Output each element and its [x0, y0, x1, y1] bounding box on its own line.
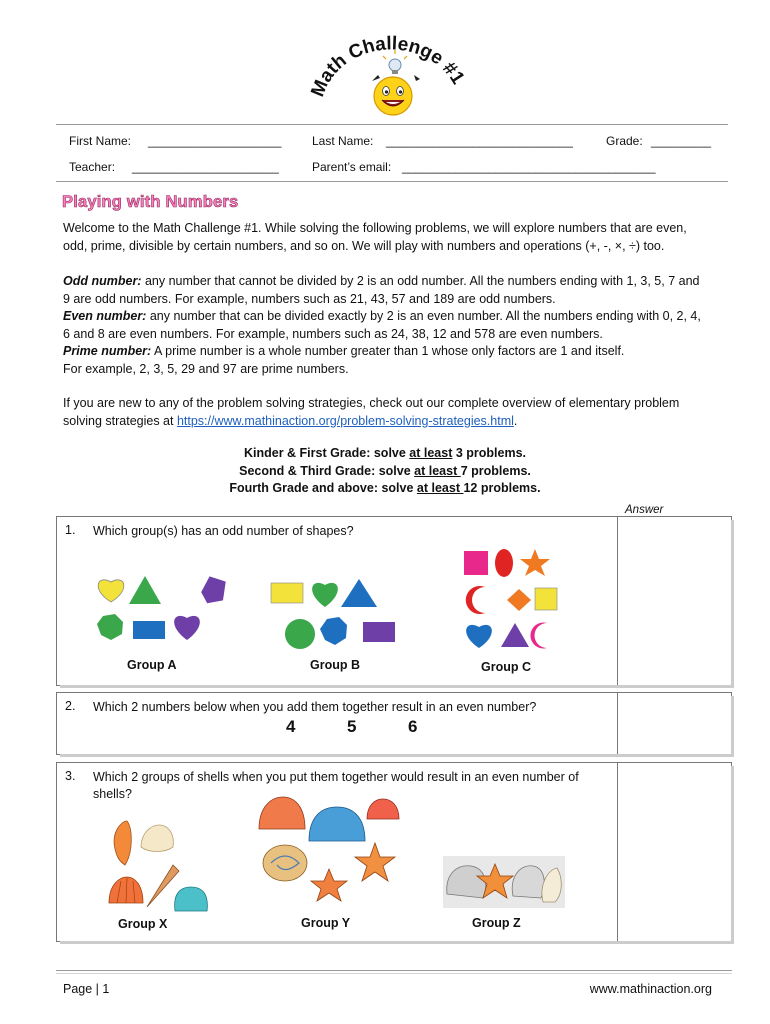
teacher-field[interactable]: ______________________	[132, 160, 279, 174]
orange-conch-shell	[114, 821, 131, 865]
odd-definition	[63, 273, 723, 291]
answer-column-label: Answer	[625, 504, 664, 516]
red-crescent	[466, 586, 485, 614]
intro-paragraph	[63, 220, 723, 255]
green-circle	[285, 619, 315, 649]
even-text-2: 6 and 8 are even numbers. For example, numbers such as 24, 38, 12 and 578 are even numbers.	[63, 326, 603, 341]
group-y-label: Group Y	[301, 916, 351, 930]
parent-email-field[interactable]: ______________________________________	[402, 160, 656, 174]
group-a-shapes	[95, 572, 230, 652]
purple-heart	[174, 616, 200, 640]
question-1-text: Which group(s) has an odd number of shapes?	[93, 524, 354, 538]
strategies-paragraph	[63, 395, 723, 430]
question-3-answer-box[interactable]	[617, 763, 731, 941]
footer-divider	[56, 970, 732, 971]
question-1-answer-box[interactable]	[617, 517, 731, 685]
strategies-line-1: If you are new to any of the problem solving strategies, check out our complete overview of elementary problem	[63, 396, 680, 410]
blue-scallop-shell	[309, 807, 365, 841]
group-z-shells	[443, 856, 565, 908]
question-3-text: Which 2 groups of shells when you put them together would result in an even number of shells?	[93, 770, 579, 801]
prime-term: Prime number:	[63, 344, 152, 358]
purple-pentagon	[199, 574, 229, 604]
purple-rectangle	[363, 622, 395, 642]
last-name-field[interactable]: ____________________________	[386, 134, 573, 148]
even-definition	[63, 308, 723, 326]
parent-email-label: Parent’s email:	[312, 160, 392, 174]
grade-line-4up: Fourth Grade and above: solve at least 12 problems.	[229, 481, 541, 495]
odd-text-2: 9 are odd numbers. For example, numbers such as 21, 43, 57 and 189 are odd numbers.	[63, 291, 556, 306]
definitions	[63, 273, 723, 378]
orange-star	[520, 549, 550, 576]
intro-line-1: Welcome to the Math Challenge #1. While solving the following problems, we will explore numbers that are even,	[63, 221, 687, 235]
section-title: Playing with Numbers	[62, 193, 239, 211]
number-option-5: 5	[347, 717, 357, 736]
yellow-square	[535, 588, 557, 610]
first-name-field[interactable]: ____________________	[148, 134, 282, 148]
svg-text:Math Challenge #1: Math Challenge #1	[307, 35, 469, 100]
group-c-shapes	[463, 547, 558, 652]
blue-crescent	[167, 576, 181, 604]
group-c-label: Group C	[481, 660, 531, 674]
red-oval	[495, 549, 513, 577]
question-1-box	[56, 516, 732, 686]
spiral-auger-shell	[147, 865, 179, 907]
group-z-label: Group Z	[472, 916, 521, 930]
intro-line-2: odd, prime, divisible by certain numbers, and so on. We will play with numbers and operations (+, -, ×, ÷) too.	[63, 238, 665, 253]
teal-scallop-shell	[175, 887, 208, 911]
smiley-face-icon	[374, 77, 412, 115]
grade-line-k1: Kinder & First Grade: solve at least 3 problems.	[243, 446, 527, 460]
group-y-shells	[257, 793, 407, 913]
number-option-4: 4	[286, 717, 296, 736]
question-2-text: Which 2 numbers below when you add them together result in an even number?	[93, 700, 537, 714]
odd-text-1: any number that cannot be divided by 2 is an odd number. All the numbers ending with 1, 3, 5, 7 and	[141, 274, 700, 288]
green-triangle	[129, 576, 161, 604]
starfish-1	[311, 869, 347, 901]
red-scallop-shell	[367, 799, 399, 819]
blue-heart	[466, 625, 492, 648]
last-name-label: Last Name:	[312, 134, 374, 148]
strategies-line-2	[63, 413, 723, 431]
orange-diamond	[507, 589, 531, 611]
even-term: Even number:	[63, 309, 147, 323]
blue-triangle	[341, 579, 377, 607]
strategies-link[interactable]: https://www.mathinaction.org/problem-solving-strategies.html	[176, 413, 514, 428]
blue-octagon	[320, 617, 347, 645]
question-1-number: 1.	[65, 523, 76, 537]
info-bottom-border	[56, 181, 728, 182]
teacher-label: Teacher:	[69, 160, 116, 174]
group-b-shapes	[269, 575, 399, 655]
footer-website[interactable]: www.mathinaction.org	[589, 982, 712, 996]
cream-scallop-shell	[141, 825, 173, 852]
nautilus-shell	[263, 845, 307, 881]
blue-rectangle	[133, 621, 165, 639]
grade-requirements	[0, 445, 770, 498]
green-octagon	[97, 614, 123, 640]
grade-label: Grade:	[606, 134, 643, 148]
orange-scallop-shell-1	[259, 797, 305, 829]
yellow-rectangle	[271, 583, 303, 603]
even-text-1: any number that can be divided exactly by 2 is an even number. All the numbers ending with 0, 2, 4,	[146, 309, 701, 323]
prime-definition	[63, 343, 723, 361]
group-b-label: Group B	[310, 658, 360, 672]
green-heart	[312, 583, 338, 607]
group-a-label: Group A	[127, 658, 177, 672]
number-option-6: 6	[408, 717, 418, 736]
grade-line-23: Second & Third Grade: solve at least 7 problems.	[239, 463, 531, 478]
footer-divider-shadow	[56, 973, 732, 974]
magenta-square	[464, 551, 488, 575]
group-x-shells	[107, 819, 212, 914]
prime-text-1: A prime number is a whole number greater than 1 whose only factors are 1 and itself.	[151, 344, 625, 358]
group-x-label: Group X	[118, 917, 168, 931]
question-3-box	[56, 762, 732, 942]
question-2-answer-box[interactable]	[617, 693, 731, 754]
prime-text-2: For example, 2, 3, 5, 29 and 97 are prime numbers.	[63, 361, 349, 376]
question-3-number: 3.	[65, 769, 76, 783]
grade-field[interactable]: _________	[651, 134, 712, 148]
starfish-2	[355, 843, 395, 881]
first-name-label: First Name:	[69, 134, 132, 148]
info-top-border	[56, 124, 728, 125]
strategies-prefix: solving strategies at	[63, 413, 177, 428]
purple-triangle	[501, 623, 529, 647]
math-challenge-logo	[300, 35, 475, 125]
strategies-suffix: .	[513, 413, 518, 428]
magenta-crescent	[530, 623, 547, 649]
question-2-number: 2.	[65, 699, 76, 713]
yellow-heart	[98, 580, 124, 602]
page-number: Page | 1	[63, 982, 110, 996]
odd-term: Odd number:	[63, 274, 142, 288]
question-2-box	[56, 692, 732, 755]
